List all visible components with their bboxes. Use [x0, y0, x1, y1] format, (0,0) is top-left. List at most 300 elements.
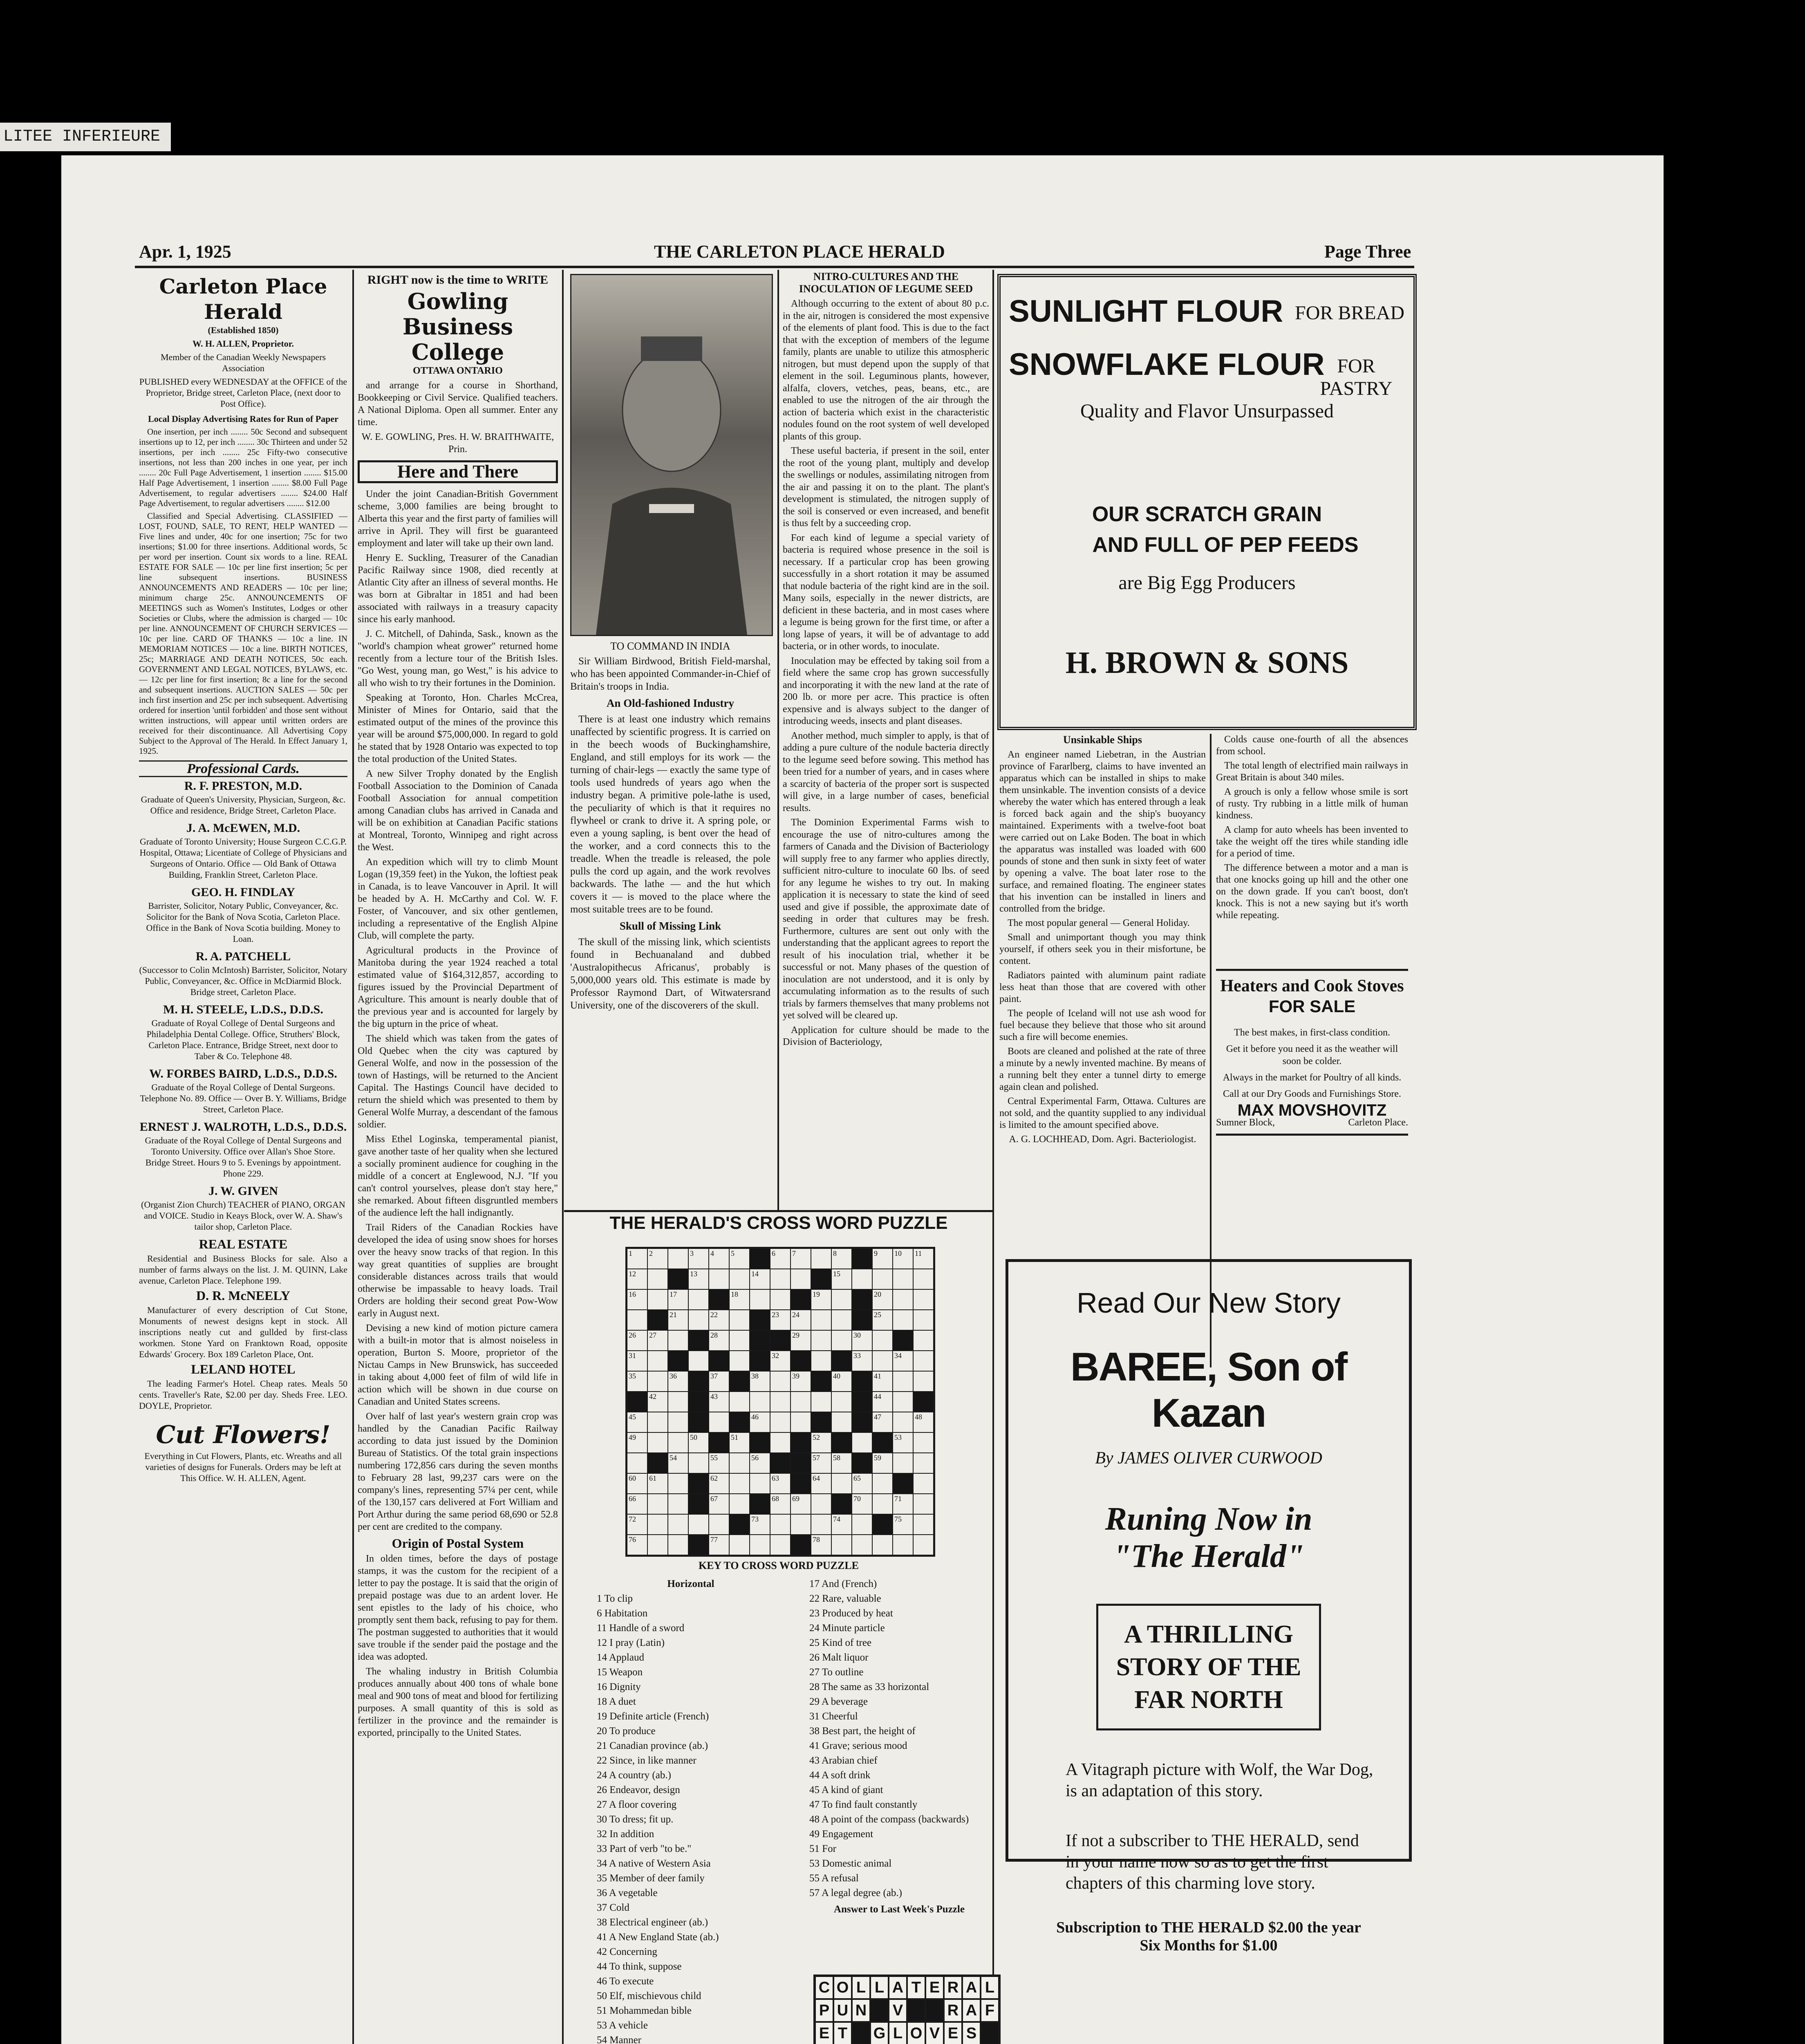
card-details: Graduate of Queen's University, Physician, Surgeon, &c. Office and residence, Bridge Street, Carleton Place.	[141, 794, 346, 816]
vertical-clue: 26 Malt liquor	[809, 1652, 869, 1663]
vertical-clue: 25 Kind of tree	[809, 1637, 872, 1648]
crossword-cell	[852, 1473, 872, 1494]
cell-number: 42	[649, 1392, 656, 1401]
cell-number: 61	[649, 1474, 656, 1482]
cell-number: 14	[751, 1270, 759, 1278]
clues-horizontal	[589, 1578, 785, 2044]
published-note: PUBLISHED every WEDNESDAY at the OFFICE of the Proprietor, Bridge street, Carleton Place, (next door to Post Office).	[139, 377, 347, 409]
gowling-body: and arrange for a course in Shorthand, Bookkeeping or Civil Service. Qualified teachers. A National Diploma. Open all summer. Enter any time.	[358, 380, 558, 428]
answer-letter: R	[944, 1999, 962, 2022]
crossword-cell	[913, 1248, 934, 1269]
horizontal-clue: 54 Manner	[597, 2035, 641, 2044]
crossword-cell	[688, 1514, 709, 1535]
cell-number: 71	[894, 1495, 902, 1503]
cut-flowers-title: Cut Flowers!	[156, 1421, 331, 1449]
crossword-cell	[831, 1392, 852, 1412]
crossword-cell	[831, 1535, 852, 1555]
cell-number: 40	[833, 1372, 840, 1380]
crossword-block	[729, 1514, 750, 1535]
answer-letter: O	[907, 2022, 925, 2044]
crossword-rule	[564, 1210, 993, 1212]
professional-card	[139, 1186, 347, 1232]
horizontal-clue: 50 Elf, mischievous child	[597, 1990, 701, 2001]
news-item: Devising a new kind of motion picture camera with a built-in motor that is almost noiseless in operation, Burton S. Moore, proprietor of the Nictau Camps in New Brunswick, has succeeded in taking about 4,000 feet of film of wild life in action which will be shown in due course on Canadian and United States screens.	[358, 1323, 558, 1407]
crossword-cell	[872, 1392, 893, 1412]
photo-caption: Sir William Birdwood, British Field-marshal, who has been appointed Commander-in-Chief of Britain's troops in India.	[570, 656, 770, 692]
vertical-clue: 47 To find fault constantly	[809, 1799, 918, 1810]
skull-title: Skull of Missing Link	[619, 920, 721, 932]
cell-number: 77	[710, 1535, 718, 1544]
cell-number: 23	[772, 1311, 779, 1319]
news-item: An expedition which will try to climb Mount Logan (19,359 feet) in the Yukon, the loftiest peak in Canada, is to leave Vancouver in April. It will be headed by A. H. McCarthy and Col. W. F. Foster, of Vancouver, and six other gentlemen, including a representative of the English Alpine Club, will complete the party.	[358, 857, 558, 941]
crossword-cell	[709, 1412, 729, 1432]
crossword-cell	[668, 1371, 688, 1392]
crossword-cell	[647, 1392, 668, 1412]
crossword-cell	[709, 1392, 729, 1412]
professional-card	[139, 823, 347, 880]
crossword-cell	[831, 1514, 852, 1535]
answer-letter: T	[833, 2022, 852, 2044]
crossword-cell	[668, 1248, 688, 1269]
crossword-block	[668, 1269, 688, 1289]
cell-number: 41	[874, 1372, 881, 1380]
crossword-block	[831, 1351, 852, 1371]
crossword-cell	[709, 1269, 729, 1289]
answer-letter: A	[962, 1976, 981, 1999]
vertical-clue: 24 Minute particle	[809, 1623, 885, 1634]
answer-title: Answer to Last Week's Puzzle	[834, 1904, 965, 1915]
crossword-cell	[893, 1248, 913, 1269]
card-details: Graduate of the Royal College of Dental Surgeons and Toronto University. Office over Allan's Shoe Store. Bridge Street. Hours 9 to 5. Evenings by appointment. Phone 229.	[145, 1135, 342, 1179]
crossword-block	[791, 1351, 811, 1371]
cell-number: 53	[894, 1433, 902, 1441]
crossword-cell	[750, 1514, 770, 1535]
professional-card	[139, 780, 347, 816]
nitro-title: NITRO-CULTURES AND THE INOCULATION OF LEGUME SEED	[799, 271, 973, 295]
cell-number: 39	[792, 1372, 799, 1380]
crossword-block	[709, 1351, 729, 1371]
crossword-cell	[729, 1269, 750, 1289]
crossword-cell	[852, 1351, 872, 1371]
crossword-cell	[647, 1514, 668, 1535]
horizontal-clue: 19 Definite article (French)	[597, 1711, 709, 1722]
classified-text: Classified and Special Advertising. CLASSIFIED — LOST, FOUND, SALE, TO RENT, HELP WANTED — Five lines and under, 40c for one insertion; 75c for two insertions; $1.00 for three insertions. Additional words, 5c per word per insertion. Count six words to a line. REAL ESTATE FOR SALE — 10c per line first insertion; 5c per line subsequent insertions. BUSINESS ANNOUNCEMENTS AND READERS — 10c per line; minimum charge 25c. ANNOUNCEMENTS OF MEETINGS such as Women's Institutes, Lodges or other Societies or Clubs, where the admission is charged — 10c per line. ANNOUNCEMENT OF CHURCH SERVICES — 10c per line. CARD OF THANKS — 10c a line. IN MEMORIAM NOTICES — 10c a line. BIRTH NOTICES, 25c; MARRIAGE AND DEATH NOTICES, 50c each. GOVERNMENT AND LEGAL NOTICES, BYLAWS, etc. — 12c per line for first insertion; 8c a line for the second and subsequent insertions. AUCTION SALES — 50c per inch first insertion and 25c per inch subsequent. Advertising ordered for insertion 'until forbidden' and those sent without written instructions, will appear until written orders are received for their discontinuance. All Advertising Copy Subject to the Approval of The Herald. In Effect January 1, 1925.	[139, 511, 347, 756]
cell-number: 62	[710, 1474, 718, 1482]
cell-number: 33	[853, 1351, 861, 1360]
crossword-cell	[729, 1432, 750, 1453]
postal-text: In olden times, before the days of postage stamps, it was the custom for the recipient of a letter to pay the postage. It is said that the origin of prepaid postage was due to an ardent lover. He sent epistles to the lady of his choice, who promptly sent them back, refusing to pay for them. The postman suggested to authorities that it would save trouble if the sender paid the postage and the idea was adopted.	[358, 1553, 558, 1662]
crossword-cell	[668, 1289, 688, 1310]
cell-number: 65	[853, 1474, 861, 1482]
crossword-cell	[791, 1310, 811, 1330]
crossword-cell	[750, 1371, 770, 1392]
card-name: R. F. PRESTON, M.D.	[184, 779, 302, 793]
crossword-cell	[913, 1473, 934, 1494]
leland-title: LELAND HOTEL	[191, 1362, 296, 1376]
crossword-cell	[688, 1269, 709, 1289]
news-item: Speaking at Toronto, Hon. Charles McCrea, Minister of Mines for Ontario, said that the estimated output of the mines of the province this year will be around $75,000,000. In regard to gold he stated that by 1928 Ontario was expected to top the total production of the United States.	[358, 693, 558, 764]
crossword-cell	[709, 1453, 729, 1473]
column-3	[570, 640, 770, 1014]
crossword-cell	[709, 1535, 729, 1555]
horizontal-clue: 51 Mohammedan bible	[597, 2005, 692, 2016]
baree-story-ad	[1006, 1259, 1412, 1954]
crossword-cell	[750, 1535, 770, 1555]
crossword-cell	[729, 1310, 750, 1330]
old-industry-text: There is at least one industry which remains unaffected by scientific progress. It is carried on in the beech woods of Buckinghamshire, England, and still employs for its work — the turning of chair-legs — exactly the same type of tools used hundreds of years ago when the industry began. A primitive pole-lathe is used, the peculiarity of which is that it requires no flywheel or crank to drive it. A spring pole, or even a young sapling, is bent over the head of the worker, and a cord connects this to the treadle. When the treadle is released, the pole pulls the cord up again, and the work revolves backwards. The lathe — and the hut which covers it — is moved to the place where the most suitable trees are to be found.	[570, 714, 770, 915]
crossword-cell	[770, 1494, 791, 1514]
photo-caption-title: TO COMMAND IN INDIA	[610, 640, 730, 652]
crossword-grid	[625, 1247, 935, 1557]
nitro-paragraphs	[783, 298, 989, 1049]
answer-letter: R	[944, 1976, 962, 1999]
crossword-cell	[627, 1289, 647, 1310]
crossword-cell	[852, 1432, 872, 1453]
professional-cards-title: Professional Cards.	[139, 760, 347, 777]
cell-number: 56	[751, 1454, 759, 1462]
horizontal-clue: 6 Habitation	[597, 1608, 648, 1619]
crossword-block	[872, 1432, 893, 1453]
crossword-cell	[831, 1453, 852, 1473]
crossword-cell	[770, 1392, 791, 1412]
crossword-block	[893, 1473, 913, 1494]
card-name: J. A. McEWEN, M.D.	[186, 821, 300, 835]
cell-number: 64	[813, 1474, 820, 1482]
cell-number: 32	[772, 1351, 779, 1360]
crossword-key-title: KEY TO CROSS WORD PUZZLE	[698, 1560, 859, 1571]
crossword-cell	[893, 1289, 913, 1310]
cell-number: 12	[629, 1270, 636, 1278]
leland-text: The leading Farmer's Hotel. Cheap rates. Meals 50 cents. Traveller's Rate, $2.00 per day. Sheds Free. LEO. DOYLE, Proprietor.	[139, 1378, 347, 1411]
real-estate-title: REAL ESTATE	[199, 1237, 288, 1251]
vertical-clue: 31 Cheerful	[809, 1711, 858, 1722]
crossword-cell	[627, 1269, 647, 1289]
nitro-paragraph: Another method, much simpler to apply, is that of adding a pure culture of the nodule bacteria directly to the legume seed before sowing. This method has been tried for a number of years, and in cases where a scarcity of bacteria of the proper sort is suspected will give, in a large number of cases, beneficial results.	[783, 730, 989, 814]
crossword-cell	[893, 1310, 913, 1330]
crossword-cell	[627, 1330, 647, 1351]
crossword-cell	[913, 1432, 934, 1453]
crossword-cell	[647, 1473, 668, 1494]
crossword-cell	[688, 1289, 709, 1310]
crossword-block	[811, 1371, 831, 1392]
answer-letter: G	[870, 2022, 889, 2044]
story-author: By JAMES OLIVER CURWOOD	[1095, 1449, 1322, 1468]
news-item: Henry E. Suckling, Treasurer of the Canadian Pacific Railway since 1908, died recently at Atlantic City after an illness of several months. He was born at Gibraltar in 1851 and had been associated with railways in a treasury capacity since his early manhood.	[358, 553, 558, 625]
portrait-sketch	[571, 275, 772, 635]
story-title: BAREE, Son of Kazan	[1070, 1344, 1347, 1435]
horizontal-clue: 36 A vegetable	[597, 1887, 658, 1898]
crossword-cell	[893, 1269, 913, 1289]
horizontal-clue: 35 Member of deer family	[597, 1873, 705, 1884]
crossword-cell	[831, 1473, 852, 1494]
grouch-text: A grouch is only a fellow whose smile is sort of rusty. Try rubbing in a little milk of human kindness.	[1216, 787, 1408, 821]
lochhead-signature: A. G. LOCHHEAD, Dom. Agri. Bacteriologist.	[1009, 1134, 1196, 1145]
vertical-clue: 44 A soft drink	[809, 1770, 871, 1781]
whaling-text: The whaling industry in British Columbia produces annually about 400 tons of whale bone meal and 900 tons of meat and blood for fertilizing purposes. A small quantity of this is sold as fertilizer in the province and the remainder is exported, principally to the United States.	[358, 1666, 558, 1738]
here-and-there-title: Here and There	[358, 460, 558, 483]
crossword-cell	[729, 1453, 750, 1473]
crossword-cell	[811, 1535, 831, 1555]
crossword-block	[811, 1269, 831, 1289]
crossword-cell	[627, 1453, 647, 1473]
answer-letter: P	[815, 1999, 833, 2022]
crossword-cell	[729, 1289, 750, 1310]
cell-number: 8	[833, 1249, 837, 1257]
card-name: GEO. H. FINDLAY	[191, 885, 295, 899]
crossword-cell	[709, 1330, 729, 1351]
crossword-block	[893, 1330, 913, 1351]
cell-number: 72	[629, 1515, 636, 1523]
cell-number: 2	[649, 1249, 653, 1257]
cell-number: 21	[670, 1311, 677, 1319]
crossword-cell	[770, 1432, 791, 1453]
crossword-block	[852, 1248, 872, 1269]
card-name: M. H. STEELE, L.D.S., D.D.S.	[163, 1003, 323, 1016]
crossword-cell	[647, 1269, 668, 1289]
card-name: W. FORBES BAIRD, L.D.S., D.D.S.	[149, 1067, 337, 1080]
crossword-cell	[811, 1432, 831, 1453]
crossword-cell	[913, 1494, 934, 1514]
the-herald: "The Herald"	[1113, 1538, 1305, 1574]
column-5-right	[1216, 734, 1408, 924]
cell-number: 36	[670, 1372, 677, 1380]
crossword-cell	[913, 1310, 934, 1330]
nameplate: Carleton Place Herald	[159, 274, 327, 324]
vertical-clue: 22 Rare, valuable	[809, 1593, 881, 1604]
answer-block	[870, 1999, 889, 2022]
cell-number: 76	[629, 1535, 636, 1544]
nitro-paragraph: Although occurring to the extent of about 80 p.c. in the air, nitrogen is considered the most expensive of the elements of plant food. This is due to the fact that with the exception of members of the legume family, plants are unable to utilize this atmospheric nitrogen, but must depend upon the supply of that element in the soil. Leguminous plants, however, alfalfa, clovers, vetches, peas, beans, etc., are enabled to use the nitrogen of the air through the action of bacteria which exist in the characteristic nodules found on the root system of well developed plants of this group.	[783, 298, 989, 442]
railways-text: The total length of electrified main railways in Great Britain is about 340 miles.	[1216, 760, 1408, 783]
gowling-city: OTTAWA ONTARIO	[413, 365, 503, 376]
crossword-cell	[729, 1473, 750, 1494]
answer-block	[925, 1999, 944, 2022]
postal-title: Origin of Postal System	[392, 1536, 524, 1551]
cell-number: 54	[670, 1454, 677, 1462]
crossword-cell	[647, 1494, 668, 1514]
answer-letter: L	[852, 1976, 870, 1999]
crossword-cell	[647, 1289, 668, 1310]
crossword-block	[852, 1310, 872, 1330]
heaters-title: Heaters and Cook Stoves	[1220, 977, 1404, 995]
answer-letter: C	[815, 1976, 833, 1999]
cell-number: 59	[874, 1454, 881, 1462]
central-farm-text: Central Experimental Farm, Ottawa. Cultures are not sold, and the quantity supplied to any individual is limited to the amount specified above.	[999, 1096, 1206, 1130]
crossword-title: THE HERALD'S CROSS WORD PUZZLE	[609, 1213, 948, 1233]
crossword-cell	[729, 1494, 750, 1514]
crossword-cell	[893, 1514, 913, 1535]
crossword-cell	[627, 1432, 647, 1453]
crossword-block	[750, 1494, 770, 1514]
carleton-place: Carleton Place.	[1348, 1117, 1408, 1128]
horizontal-clue: 26 Endeavor, design	[597, 1784, 680, 1795]
crossword-cell	[872, 1412, 893, 1432]
crossword-cell	[913, 1289, 934, 1310]
crossword-cell	[872, 1473, 893, 1494]
horizontal-clue: 44 To think, suppose	[597, 1961, 682, 1972]
crossword-cell	[709, 1494, 729, 1514]
cell-number: 60	[629, 1474, 636, 1482]
difference-text: The difference between a motor and a man is that one knocks going up hill and the other one on the down grade. If you can't boost, don't knock. This is not a new saying but it's worth while repeating.	[1216, 863, 1408, 921]
cell-number: 55	[710, 1454, 718, 1462]
horizontal-clue: 30 To dress; fit up.	[597, 1814, 674, 1825]
crossword-cell	[893, 1412, 913, 1432]
crossword-cell	[647, 1535, 668, 1555]
cell-number: 73	[751, 1515, 759, 1523]
crossword-cell	[668, 1473, 688, 1494]
crossword-cell	[791, 1494, 811, 1514]
crossword-cell	[811, 1514, 831, 1535]
heaters-ad	[1216, 969, 1408, 1136]
horizontal-clue-list	[589, 1593, 785, 2044]
news-item: Agricultural products in the Province of Manitoba during the year 1924 reached a total estimated value of $164,312,857, according to figures issued by the Provincial Department of Agriculture. This amount is nearly double that of the previous year and is accounted for largely by the big upturn in the price of wheat.	[358, 945, 558, 1029]
column-rule	[562, 270, 564, 2044]
crossword-cell	[791, 1371, 811, 1392]
crossword-cell	[668, 1432, 688, 1453]
crossword-cell	[750, 1473, 770, 1494]
horizontal-clue: 16 Dignity	[597, 1681, 641, 1692]
professional-card	[139, 1068, 347, 1115]
column-5-left	[999, 734, 1206, 1148]
vertical-clue: 17 And (French)	[809, 1578, 877, 1589]
vertical-clue: 48 A point of the compass (backwards)	[809, 1814, 969, 1825]
crossword-cell	[852, 1269, 872, 1289]
crossword-cell	[668, 1392, 688, 1412]
crossword-cell	[913, 1269, 934, 1289]
crossword-cell	[668, 1310, 688, 1330]
skull-text: The skull of the missing link, which scientists found in Bechuanaland and dubbed 'Australopithecus Africanus', probably is 5,000,000 years old. This estimate is made by Professor Raymond Dart, of Witwatersrand University, one of the discoverers of the skull.	[570, 937, 770, 1011]
crossword-cell	[872, 1351, 893, 1371]
cell-number: 74	[833, 1515, 840, 1523]
news-item: Under the joint Canadian-British Government scheme, 3,000 families are being brought to Alberta this year and the first party of families will arrive in April. They will first be guaranteed employment and later will take up their own land.	[358, 489, 558, 549]
crossword-block	[791, 1535, 811, 1555]
small-text: Small and unimportant though you may think yourself, if others seek you in their misfortune, be content.	[999, 932, 1206, 966]
news-item: Miss Ethel Loginska, temperamental pianist, gave another taste of her quality when she lectured a socially prominent audience for coughing in the middle of a concert at Englewood, N.J. "If you can't control yourselves, please don't stay here," she remarked. About fifteen disgruntled members of the audience left the hall indignantly.	[358, 1134, 558, 1218]
cell-number: 13	[690, 1270, 697, 1278]
portrait-photo	[570, 274, 773, 636]
news-item: The shield which was taken from the gates of Old Quebec when the city was captured by General Wolfe, and now in the possession of the town of Hastings, will be returned to the Ancient Capital. The Hastings Council have decided to return the shield which was presented to them by General Wolfe Murray, a descendant of the famous soldier.	[358, 1033, 558, 1130]
established: (Established 1850)	[208, 325, 279, 335]
read-our-new-story: Read Our New Story	[1077, 1287, 1341, 1319]
crossword-cell	[668, 1453, 688, 1473]
cell-number: 24	[792, 1311, 799, 1319]
answer-block	[981, 2022, 999, 2044]
horizontal-clue: 37 Cold	[597, 1902, 629, 1913]
crossword-cell	[811, 1473, 831, 1494]
crossword-block	[627, 1392, 647, 1412]
crossword-cell	[831, 1289, 852, 1310]
vertical-clue: 53 Domestic animal	[809, 1858, 892, 1869]
horizontal-clue: 32 In addition	[597, 1829, 654, 1840]
thrilling-story: A THRILLING STORY OF THE FAR NORTH	[1096, 1604, 1321, 1730]
crossword-cell	[709, 1371, 729, 1392]
crossword-cell	[729, 1248, 750, 1269]
cell-number: 46	[751, 1413, 759, 1421]
crossword-cell	[729, 1351, 750, 1371]
header-paper: THE CARLETON PLACE HERALD	[654, 242, 945, 262]
crossword-cell	[893, 1453, 913, 1473]
crossword-cell	[893, 1535, 913, 1555]
holiday-text: The most popular general — General Holiday.	[1008, 918, 1190, 928]
crossword-cell	[913, 1535, 934, 1555]
cell-number: 50	[690, 1433, 697, 1441]
crossword-cell	[627, 1473, 647, 1494]
column-rule	[992, 270, 994, 2044]
cell-number: 38	[751, 1372, 759, 1380]
crossword-block	[831, 1494, 852, 1514]
card-details: Barrister, Solicitor, Notary Public, Conveyancer, &c. Solicitor for the Bank of Nova Scotia, Carleton Place. Office in the Bank of Nova Scotia building. Money to Loan.	[146, 901, 340, 944]
crossword-cell	[831, 1371, 852, 1392]
crossword-cell	[811, 1392, 831, 1412]
nitro-paragraph: Application for culture should be made to the Division of Bacteriology,	[783, 1024, 989, 1047]
cell-number: 22	[710, 1311, 718, 1319]
crossword-cell	[811, 1248, 831, 1269]
crossword-block	[852, 1371, 872, 1392]
crossword-cell	[913, 1351, 934, 1371]
crossword-cell	[872, 1310, 893, 1330]
answer-letter: E	[944, 2022, 962, 2044]
cell-number: 63	[772, 1474, 779, 1482]
crossword-cell	[852, 1330, 872, 1351]
crossword-cell	[627, 1351, 647, 1371]
cell-number: 10	[894, 1249, 902, 1257]
crossword-block	[791, 1473, 811, 1494]
crossword-cell	[770, 1269, 791, 1289]
horizontal-clue: 38 Electrical engineer (ab.)	[597, 1917, 708, 1928]
horizontal-clue: 12 I pray (Latin)	[597, 1637, 665, 1648]
horizontal-title: Horizontal	[667, 1578, 714, 1589]
crossword-cell	[770, 1289, 791, 1310]
card-name: J. W. GIVEN	[208, 1184, 278, 1198]
crossword-cell	[668, 1412, 688, 1432]
news-item: Over half of last year's western grain crop was handled by the Canadian Pacific Railway according to data just issued by the Dominion Bureau of Statistics. Of the total grain inspections numbering 172,856 cars during the seven months to February 28 last, 99,237 cars were on the company's lines, representing 57¼ per cent, while of the 130,157 cars delivered at Fort William and Port Arthur during the same period 68,690 or 52.8 per cent are credited to the company.	[358, 1411, 558, 1532]
crossword-cell	[872, 1269, 893, 1289]
crossword-block	[852, 1453, 872, 1473]
cell-number: 51	[731, 1433, 738, 1441]
crossword-block	[770, 1330, 791, 1351]
vitagraph-text: A Vitagraph picture with Wolf, the War Dog, is an adaptation of this story.	[1066, 1760, 1373, 1800]
horizontal-clue: 42 Concerning	[597, 1946, 657, 1957]
crossword-cell	[770, 1412, 791, 1432]
crossword-cell	[729, 1535, 750, 1555]
crossword-cell	[647, 1330, 668, 1351]
cell-number: 16	[629, 1290, 636, 1298]
crossword-cell	[627, 1412, 647, 1432]
cell-number: 69	[792, 1495, 799, 1503]
crossword-block	[913, 1392, 934, 1412]
crossword-cell	[791, 1514, 811, 1535]
for-sale: FOR SALE	[1268, 997, 1356, 1016]
cell-number: 25	[874, 1311, 881, 1319]
card-details: Graduate of Royal College of Dental Surgeons and Philadelphia Dental College. Office, Struthers' Block, Carleton Place. Entrance, Bridge Street, next door to Taber & Co. Telephone 48.	[146, 1018, 340, 1061]
vertical-clue: 51 For	[809, 1843, 836, 1854]
answer-letter: A	[962, 1999, 981, 2022]
vertical-clue-list-continued	[801, 1578, 989, 1899]
sunlight-flour: SUNLIGHT FLOUR	[1009, 294, 1283, 329]
vertical-clue: 28 The same as 33 horizontal	[809, 1681, 929, 1692]
crossword-block	[729, 1412, 750, 1432]
cell-number: 3	[690, 1249, 694, 1257]
gowling-name: Gowling Business College	[402, 288, 513, 365]
crossword-cell	[852, 1535, 872, 1555]
crossword-cell	[770, 1473, 791, 1494]
cell-number: 1	[629, 1249, 632, 1257]
crossword-block	[688, 1392, 709, 1412]
column-rule	[352, 270, 354, 2044]
sumner-block: Sumner Block,	[1216, 1117, 1275, 1128]
crossword-cell	[647, 1432, 668, 1453]
subscribe-text: If not a subscriber to THE HERALD, send in your name now so as to get the first chapters of this charming love story.	[1066, 1831, 1359, 1893]
